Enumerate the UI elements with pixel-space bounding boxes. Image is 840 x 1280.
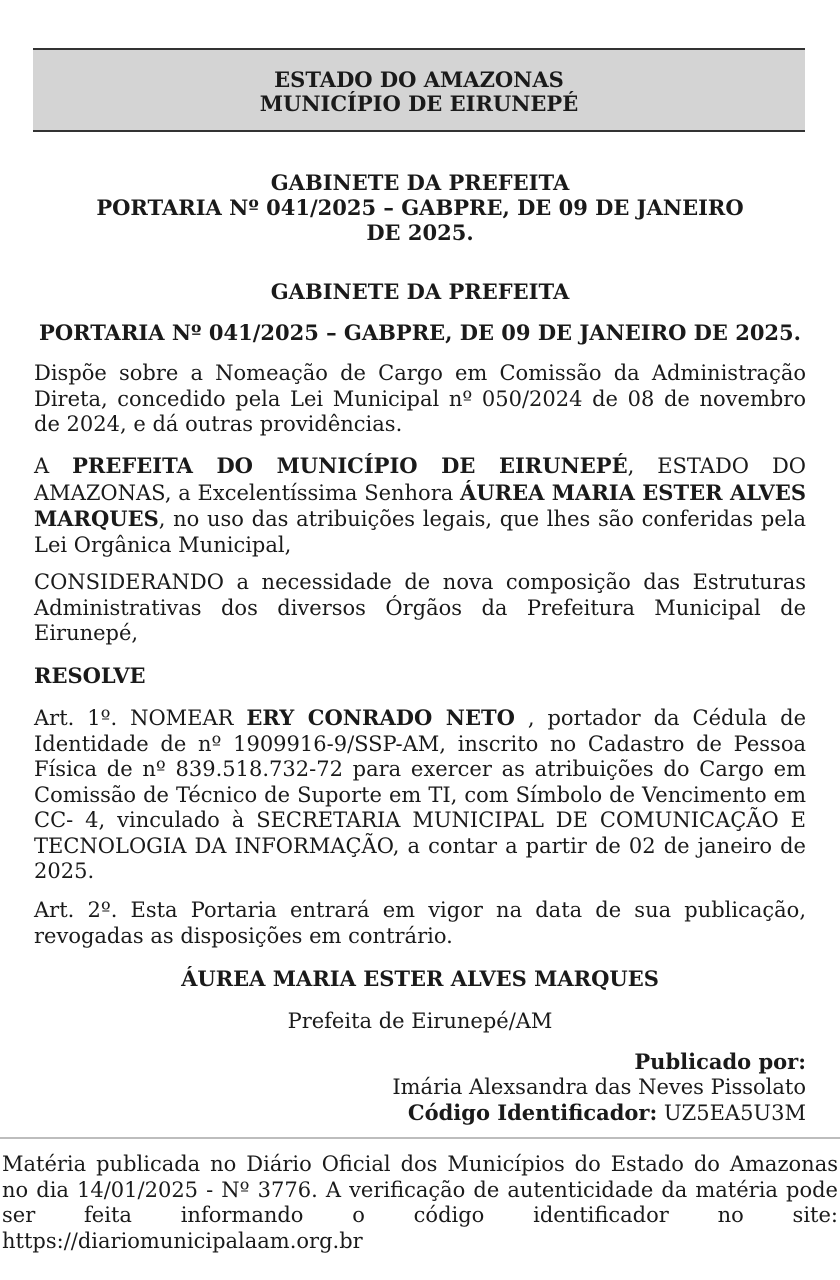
subtitle-office: GABINETE DA PREFEITA xyxy=(270,279,570,304)
ementa-paragraph: Dispõe sobre a Nomeação de Cargo em Comissão da Administração Direta, concedido pela Lei Municipal nº 050/2024 de 08 de novembro de 2024, e dá outras providências. xyxy=(34,361,806,436)
art1-text-c: , portador da Cédula de Identidade de nº 1909916-9/SSP-AM, inscrito no Cadastro de Pessoa Física de nº 839.518.732-72 para exercer as atribuições do Cargo em Comissão de Técnico de Suporte em TI, com Símbolo de Vencimento em CC- 4, vinculado à SECRETARIA MUNICIPAL DE COMUNICAÇÃO E TECNOLOGIA DA INFORMAÇÃO, a contar a partir de 02 de janeiro de 2025. xyxy=(34,706,807,883)
state-header xyxy=(33,48,805,132)
signature-name: ÁUREA MARIA ESTER ALVES MARQUES xyxy=(181,966,659,991)
title-block xyxy=(34,170,806,245)
identifier-code-value: UZ5EA5U3M xyxy=(657,1101,806,1125)
intro-text-e: , no uso das atribuições legais, que lhes são conferidas pela Lei Orgânica Municipal, xyxy=(34,507,806,557)
intro-paragraph xyxy=(34,453,806,558)
municipality-name: MUNICÍPIO DE EIRUNEPÉ xyxy=(259,91,579,116)
footer-note: Matéria publicada no Diário Oficial dos Municípios do Estado do Amazonas no dia 14/01/2025 - Nº 3776. A verificação de autenticidade da matéria pode ser feita informando o código identificador no site: https://diariomunicipalaam.org.br xyxy=(2,1152,838,1253)
subtitle-portaria: PORTARIA Nº 041/2025 – GABPRE, DE 09 DE JANEIRO DE 2025. xyxy=(39,320,801,345)
identifier-code-label: Código Identificador: xyxy=(407,1100,658,1125)
considerando-paragraph: CONSIDERANDO a necessidade de nova composição das Estruturas Administrativas dos diversos Órgãos da Prefeitura Municipal de Eirunepé, xyxy=(34,570,806,645)
resolve-heading: RESOLVE xyxy=(34,663,146,688)
intro-text-a: A xyxy=(34,454,73,478)
article-1 xyxy=(34,705,806,885)
publication-info xyxy=(392,1049,806,1127)
intro-prefeita: PREFEITA DO MUNICÍPIO DE EIRUNEPÉ xyxy=(72,453,628,478)
identifier-code xyxy=(392,1100,806,1127)
publisher-name: Imária Alexsandra das Neves Pissolato xyxy=(392,1074,806,1099)
state-name: ESTADO DO AMAZONAS xyxy=(274,67,564,92)
art1-text-a: Art. 1º. NOMEAR xyxy=(34,706,247,730)
intro-text-c: , ESTADO DO AMAZONAS, a Excelentíssima Senhora xyxy=(34,454,807,505)
portaria-title: PORTARIA Nº 041/2025 – GABPRE, DE 09 DE JANEIRO DE 2025. xyxy=(96,195,744,245)
intro-mayor-name: ÁUREA MARIA ESTER ALVES MARQUES xyxy=(34,479,806,531)
art1-nominee: ERY CONRADO NETO xyxy=(246,705,515,730)
footer-divider xyxy=(0,1137,840,1139)
published-by-label: Publicado por: xyxy=(634,1049,806,1074)
signature-role: Prefeita de Eirunepé/AM xyxy=(287,1009,553,1033)
office-title: GABINETE DA PREFEITA xyxy=(270,170,570,195)
article-2: Art. 2º. Esta Portaria entrará em vigor na data de sua publicação, revogadas as disposições em contrário. xyxy=(34,898,806,948)
